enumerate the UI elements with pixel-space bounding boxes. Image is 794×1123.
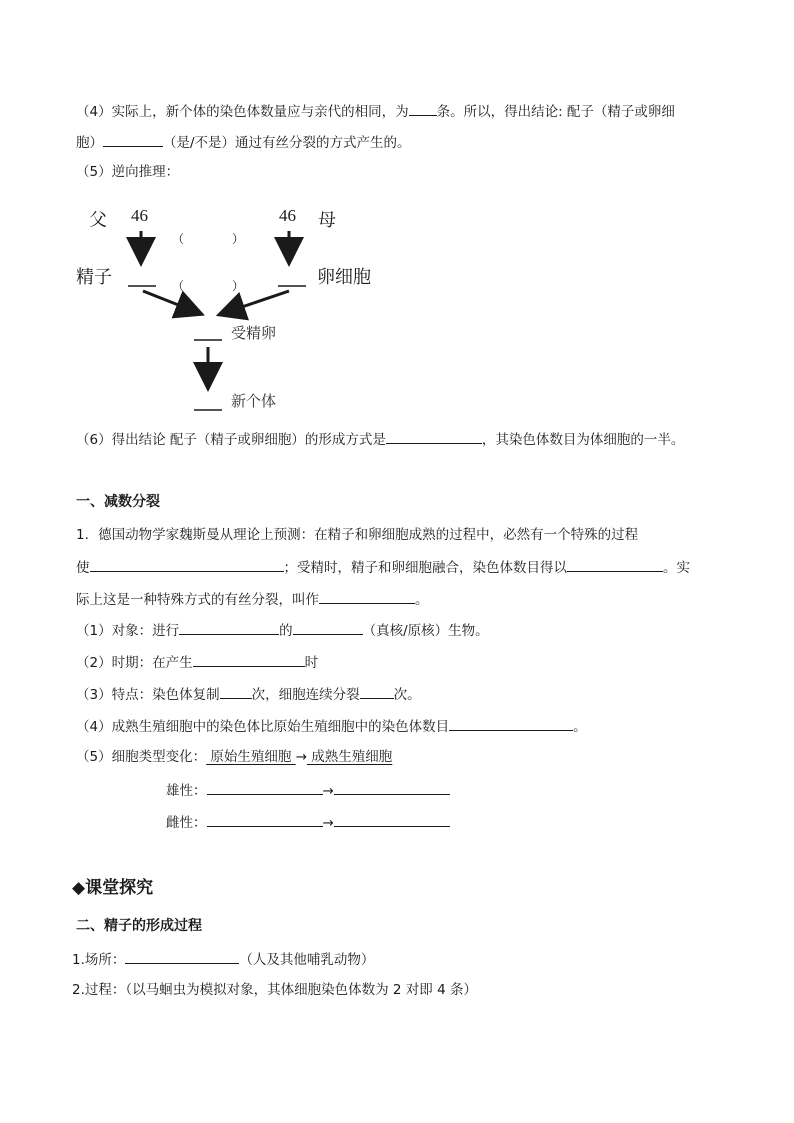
answer-blank[interactable] [125,949,239,964]
question-2-period [76,652,318,672]
text: 雌性： [166,815,207,831]
arrow-egg-to-zygote [230,291,289,311]
answer-blank[interactable] [179,620,279,635]
mother-chromosome-count: 46 [279,206,296,225]
question-5-cell-type [76,748,392,766]
text: （1）对象：进行 [76,623,180,639]
answer-blank[interactable] [334,780,450,795]
question-5-label: （5）逆向推理： [76,164,180,180]
question-6 [76,429,684,449]
arrow: → [322,783,334,799]
answer-blank[interactable] [207,780,323,795]
section-title-class-inquiry: ◆课堂探究 [72,878,154,898]
text: 的 [279,623,293,639]
text: ；受精时，精子和卵细胞融合，染色体数目得以 [283,560,567,576]
text: 1.场所： [72,952,126,968]
text: 。 [415,592,429,608]
text: 次，细胞连续分裂 [251,687,360,703]
arrow: → [322,815,334,831]
text: 雄性： [166,783,207,799]
sperm-label: 精子 [76,267,112,288]
text: 。实 [663,560,690,576]
answer-blank[interactable] [319,589,415,604]
answer-blank[interactable] [360,684,394,699]
answer-blank[interactable] [386,429,482,444]
text: （4）实际上，新个体的染色体数量应与亲代的相同，为 [76,104,409,120]
answer-blank[interactable] [449,716,573,731]
text: 时 [304,655,319,671]
item-location [72,949,374,969]
answer-blank[interactable] [90,557,284,572]
text: 使 [76,560,90,576]
section-heading-meiosis: 一、减数分裂 [76,494,160,510]
item-1-line3 [76,589,429,609]
arrow: → [295,749,307,765]
father-label: 父 [89,210,107,231]
question-3-feature [76,684,421,704]
item-process: 2.过程：（以马蛔虫为模拟对象，其体细胞染色体数为 2 对即 4 条） [72,982,477,998]
item-1-line1: 1．德国动物学家魏斯曼从理论上预测：在精子和卵细胞成熟的过程中，必然有一个特殊的过程 [76,527,639,543]
text: ，其染色体数目为体细胞的一半。 [481,432,685,448]
father-chromosome-count: 46 [131,206,148,225]
mature-germ-cell: 成熟生殖细胞 [307,749,393,765]
answer-blank[interactable] [334,812,450,827]
answer-blank[interactable] [293,620,363,635]
question-1-object [76,620,489,640]
egg-label: 卵细胞 [317,267,371,288]
zygote-label: 受精卵 [231,324,277,342]
text: 。 [573,719,587,735]
text: 条。所以，得出结论: 配子（精子或卵细 [436,104,675,120]
answer-blank[interactable] [207,812,323,827]
reverse-inference-diagram [0,0,794,420]
item-1-line2 [76,557,690,577]
new-individual-label: 新个体 [231,392,277,410]
paren-blank-mid: （ ） [172,279,245,293]
text: （人及其他哺乳动物） [239,952,375,968]
answer-blank[interactable] [567,557,663,572]
section-heading-sperm-formation: 二、精子的形成过程 [76,918,202,934]
answer-blank[interactable] [193,652,305,667]
original-germ-cell: 原始生殖细胞 [206,749,296,765]
mother-label: 母 [318,210,336,231]
male-row [166,780,450,800]
text: （是/不是）通过有丝分裂的方式产生的。 [163,135,411,151]
female-row [166,812,450,832]
text: （真核/原核）生物。 [362,623,489,639]
text: 际上这是一种特殊方式的有丝分裂，叫作 [76,592,319,608]
text: （3）特点：染色体复制 [76,687,220,703]
text: （5）细胞类型变化： [76,749,207,765]
answer-blank[interactable] [220,684,252,699]
text: 次。 [393,687,421,703]
text: （2）时期：在产生 [76,655,193,671]
text: （6）得出结论 配子（精子或卵细胞）的形成方式是 [76,432,386,448]
text: 胞） [76,135,103,151]
text: （4）成熟生殖细胞中的染色体比原始生殖细胞中的染色体数目 [76,719,450,735]
paren-blank-top: （ ） [172,232,245,246]
question-4-count [76,716,587,736]
